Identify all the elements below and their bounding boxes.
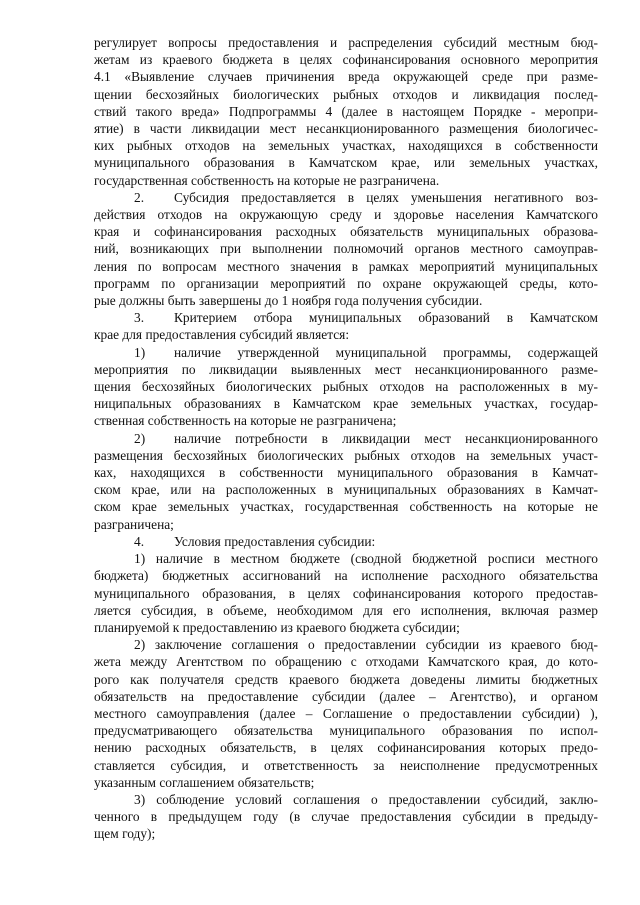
- text-line: [94, 258, 598, 275]
- line-text: крае для предоставления субсидий является:: [94, 327, 350, 343]
- line-text: щем году);: [94, 826, 156, 842]
- line-text: ственная собственность на которые не разграничена;: [94, 413, 397, 429]
- text-line: [94, 774, 598, 791]
- line-text: муниципального образования, в целях софинансирования которого предостав-: [94, 585, 598, 601]
- paragraph-p2: [94, 189, 598, 309]
- text-line: [94, 636, 598, 653]
- paragraph-intro: [94, 34, 598, 189]
- text-line: [94, 103, 598, 120]
- text-line: [94, 68, 598, 85]
- text-line: [94, 533, 598, 550]
- item-number: 2): [134, 430, 146, 446]
- item-number: 2.: [134, 189, 145, 205]
- paragraph-p4: [94, 533, 598, 550]
- line-text: Условия предоставления субсидии:: [174, 533, 376, 549]
- line-text: наличие потребности в ликвидации мест несанкционированного: [174, 430, 598, 446]
- line-text: обязательств на предоставление субсидии (далее – Агентство), и органом: [94, 688, 598, 704]
- line-text: 4.1 «Выявление случаев причинения вреда окружающей среде при разме-: [94, 69, 598, 85]
- line-text: щении бесхозяйных биологических рыбных отходов и ликвидация послед-: [94, 86, 598, 102]
- text-line: [94, 326, 598, 343]
- text-line: [94, 430, 598, 447]
- line-text: нению расходных обязательств, в целях софинансирования которых предо-: [94, 740, 598, 756]
- text-line: [94, 653, 598, 670]
- line-text: ятие) в части ликвидации мест несанкционированного размещения биологичес-: [94, 121, 598, 137]
- text-line: [94, 585, 598, 602]
- line-text: ставляется субсидия, и ответственность за неисполнение предусмотренных: [94, 757, 598, 773]
- line-text: ний, возникающих при выполнении полномочий органов местного самоупрaв-: [94, 241, 598, 257]
- line-text: ких рыбных отходов на земельных участках, находящихся в собственности: [94, 138, 598, 154]
- line-text: 2) заключение соглашения о предоставлении субсидии из краевого бюд-: [134, 637, 598, 653]
- text-line: [94, 498, 598, 515]
- text-line: [94, 808, 598, 825]
- text-line: [94, 51, 598, 68]
- paragraph-p3_2: [94, 430, 598, 533]
- text-line: [94, 137, 598, 154]
- text-line: [94, 120, 598, 137]
- line-text: края и софинансирования расходных обязательств муниципальных образова-: [94, 224, 598, 240]
- line-text: указанным соглашением обязательств;: [94, 774, 315, 790]
- text-line: [94, 619, 598, 636]
- text-line: [94, 189, 598, 206]
- line-text: ском крае земельных участках, государственная собственность на которые не: [94, 499, 598, 515]
- text-line: [94, 705, 598, 722]
- text-line: [94, 516, 598, 533]
- text-line: [94, 172, 598, 189]
- line-text: мероприятия по ликвидации выявленных мест несанкционированного разме-: [94, 361, 598, 377]
- paragraph-p3: [94, 309, 598, 343]
- text-line: [94, 206, 598, 223]
- line-text: бюджета) бюджетных ассигнований на исполнение расходного обязательства: [94, 568, 598, 584]
- item-number: 4.: [134, 533, 145, 549]
- text-line: [94, 240, 598, 257]
- line-text: регулирует вопросы предоставления и распределения субсидий местным бюд-: [94, 35, 598, 50]
- text-line: [94, 464, 598, 481]
- text-line: [94, 481, 598, 498]
- item-number: 3.: [134, 310, 145, 326]
- line-text: ках, находящихся в собственности муниципального образования в Камчат-: [94, 465, 598, 481]
- text-line: [94, 395, 598, 412]
- line-text: муниципального образования в Камчатском крае, или земельных участках,: [94, 155, 598, 171]
- line-text: программ по организации мероприятий по охране окружающей среды, кото-: [94, 275, 598, 291]
- text-line: [94, 292, 598, 309]
- line-text: Критерием отбора муниципальных образований в Камчатском: [174, 310, 598, 326]
- line-text: ляется субсидия, в объеме, необходимом для его исполнения, включая размер: [94, 602, 598, 618]
- text-line: [94, 567, 598, 584]
- line-text: ском крае, или на расположенных в муниципальных образованиях в Камчат-: [94, 482, 598, 498]
- text-line: [94, 412, 598, 429]
- paragraph-p4_2: [94, 636, 598, 791]
- text-line: [94, 275, 598, 292]
- paragraph-p3_1: [94, 344, 598, 430]
- item-number: 1): [134, 344, 146, 360]
- text-line: [94, 602, 598, 619]
- line-text: планируемой к предоставлению из краевого бюджета субсидии;: [94, 619, 460, 635]
- line-text: наличие утвержденной муниципальной программы, содержащей: [174, 344, 598, 360]
- line-text: 1) наличие в местном бюджете (сводной бюджетной росписи местного: [134, 551, 598, 567]
- text-line: [94, 154, 598, 171]
- line-text: рые должны быть завершены до 1 ноября года получения субсидии.: [94, 293, 483, 309]
- text-line: [94, 361, 598, 378]
- text-line: [94, 34, 598, 51]
- text-line: [94, 757, 598, 774]
- text-line: [94, 344, 598, 361]
- line-text: Субсидия предоставляется в целях уменьшения негативного воз-: [174, 189, 598, 205]
- line-text: 3) соблюдение условий соглашения о предоставлении субсидий, заклю-: [134, 791, 598, 807]
- text-line: [94, 671, 598, 688]
- text-line: [94, 825, 598, 842]
- text-line: [94, 688, 598, 705]
- text-line: [94, 722, 598, 739]
- line-text: ченного в предыдущем году (в случае предоставления субсидии в предыду-: [94, 809, 598, 825]
- line-text: размещения бесхозяйных биологических рыбных отходов на земельных участ-: [94, 447, 598, 463]
- text-line: [94, 309, 598, 326]
- line-text: разграничена;: [94, 516, 174, 532]
- text-line: [94, 86, 598, 103]
- text-line: [94, 447, 598, 464]
- line-text: жета между Агентством по обращению с отходами Камчатского края, до кото-: [94, 654, 598, 670]
- line-text: ствий такого вреда» Подпрограммы 4 (далее в настоящем Порядке - меропри-: [94, 103, 598, 119]
- text-line: [94, 791, 598, 808]
- line-text: местного самоуправления (далее – Соглашение о предоставлении субсидии) ),: [94, 705, 598, 721]
- paragraph-p4_1: [94, 550, 598, 636]
- line-text: щения бесхозяйных биологических рыбных отходов на расположенных в му-: [94, 379, 598, 395]
- line-text: государственная собственность на которые не разграничена.: [94, 172, 440, 188]
- line-text: ления по вопросам местного значения в рамках мероприятий муниципальных: [94, 258, 598, 274]
- line-text: жетам из краевого бюджета в целях софинансирования основного меропрития: [94, 52, 598, 68]
- line-text: предусматривающего обязательства муниципального образования по испол-: [94, 723, 598, 739]
- paragraph-p4_3: [94, 791, 598, 843]
- line-text: действия отходов на окружающую среду и здоровье населения Камчатского: [94, 207, 598, 223]
- text-line: [94, 223, 598, 240]
- line-text: ниципальных образованиях в Камчатском крае земельных участках, государ-: [94, 396, 598, 412]
- text-line: [94, 550, 598, 567]
- text-line: [94, 378, 598, 395]
- text-line: [94, 739, 598, 756]
- line-text: рого как получателя средств краевого бюджета доведены лимиты бюджетных: [94, 671, 598, 687]
